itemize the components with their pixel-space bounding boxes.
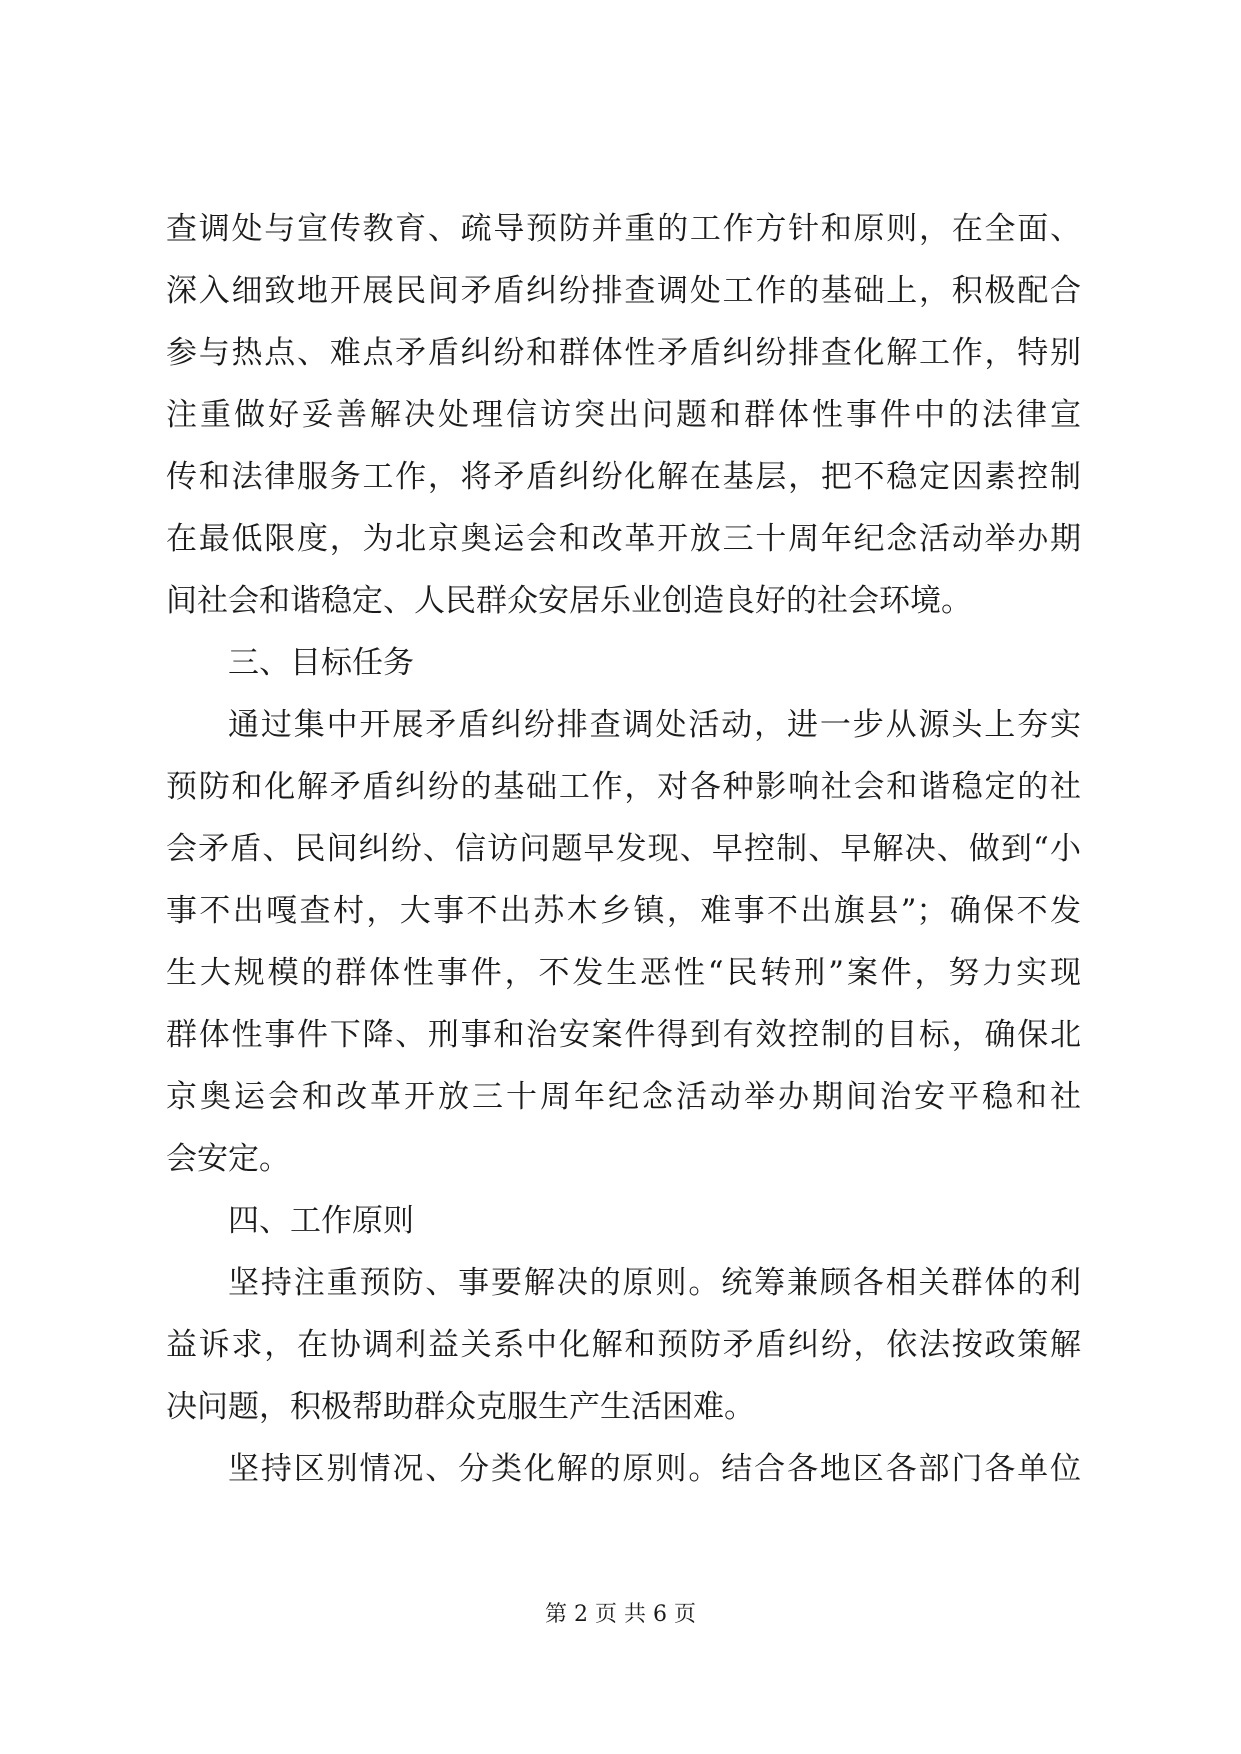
text-line: 在最低限度，为北京奥运会和改革开放三十周年纪念活动举办期 [166, 521, 1081, 557]
text-line: 注重做好妥善解决处理信访突出问题和群体性事件中的法律宣 [166, 397, 1081, 433]
text-line: 查调处与宣传教育、疏导预防并重的工作方针和原则，在全面、 [166, 211, 1081, 247]
text-line: 坚持区别情况、分类化解的原则。结合各地区各部门各单位 [228, 1451, 1081, 1487]
text-line: 参与热点、难点矛盾纠纷和群体性矛盾纠纷排查化解工作，特别 [166, 335, 1081, 371]
text-line: 京奥运会和改革开放三十周年纪念活动举办期间治安平稳和社 [166, 1079, 1081, 1115]
text-line: 预防和化解矛盾纠纷的基础工作，对各种影响社会和谐稳定的社 [166, 769, 1081, 805]
text-line: 会矛盾、民间纠纷、信访问题早发现、早控制、早解决、做到“小 [166, 831, 1081, 867]
text-line: 益诉求，在协调利益关系中化解和预防矛盾纠纷，依法按政策解 [166, 1327, 1081, 1363]
section-heading: 四、工作原则 [228, 1203, 414, 1239]
text-line: 群体性事件下降、刑事和治安案件得到有效控制的目标，确保北 [166, 1017, 1081, 1053]
text-line: 通过集中开展矛盾纠纷排查调处活动，进一步从源头上夯实 [228, 707, 1081, 743]
text-line: 深入细致地开展民间矛盾纠纷排查调处工作的基础上，积极配合 [166, 273, 1081, 309]
text-line: 间社会和谐稳定、人民群众安居乐业创造良好的社会环境。 [166, 583, 972, 619]
text-line: 事不出嘎查村，大事不出苏木乡镇，难事不出旗县”；确保不发 [166, 893, 1081, 929]
text-line: 生大规模的群体性事件，不发生恶性“民转刑”案件，努力实现 [166, 955, 1081, 991]
document-body [166, 198, 1081, 1500]
page-footer: 第 2 页 共 6 页 [545, 1602, 696, 1627]
text-line: 传和法律服务工作，将矛盾纠纷化解在基层，把不稳定因素控制 [166, 459, 1081, 495]
text-line: 会安定。 [166, 1141, 290, 1177]
section-heading: 三、目标任务 [228, 645, 414, 681]
text-line: 决问题，积极帮助群众克服生产生活困难。 [166, 1389, 755, 1425]
text-line: 坚持注重预防、事要解决的原则。统筹兼顾各相关群体的利 [228, 1265, 1081, 1301]
